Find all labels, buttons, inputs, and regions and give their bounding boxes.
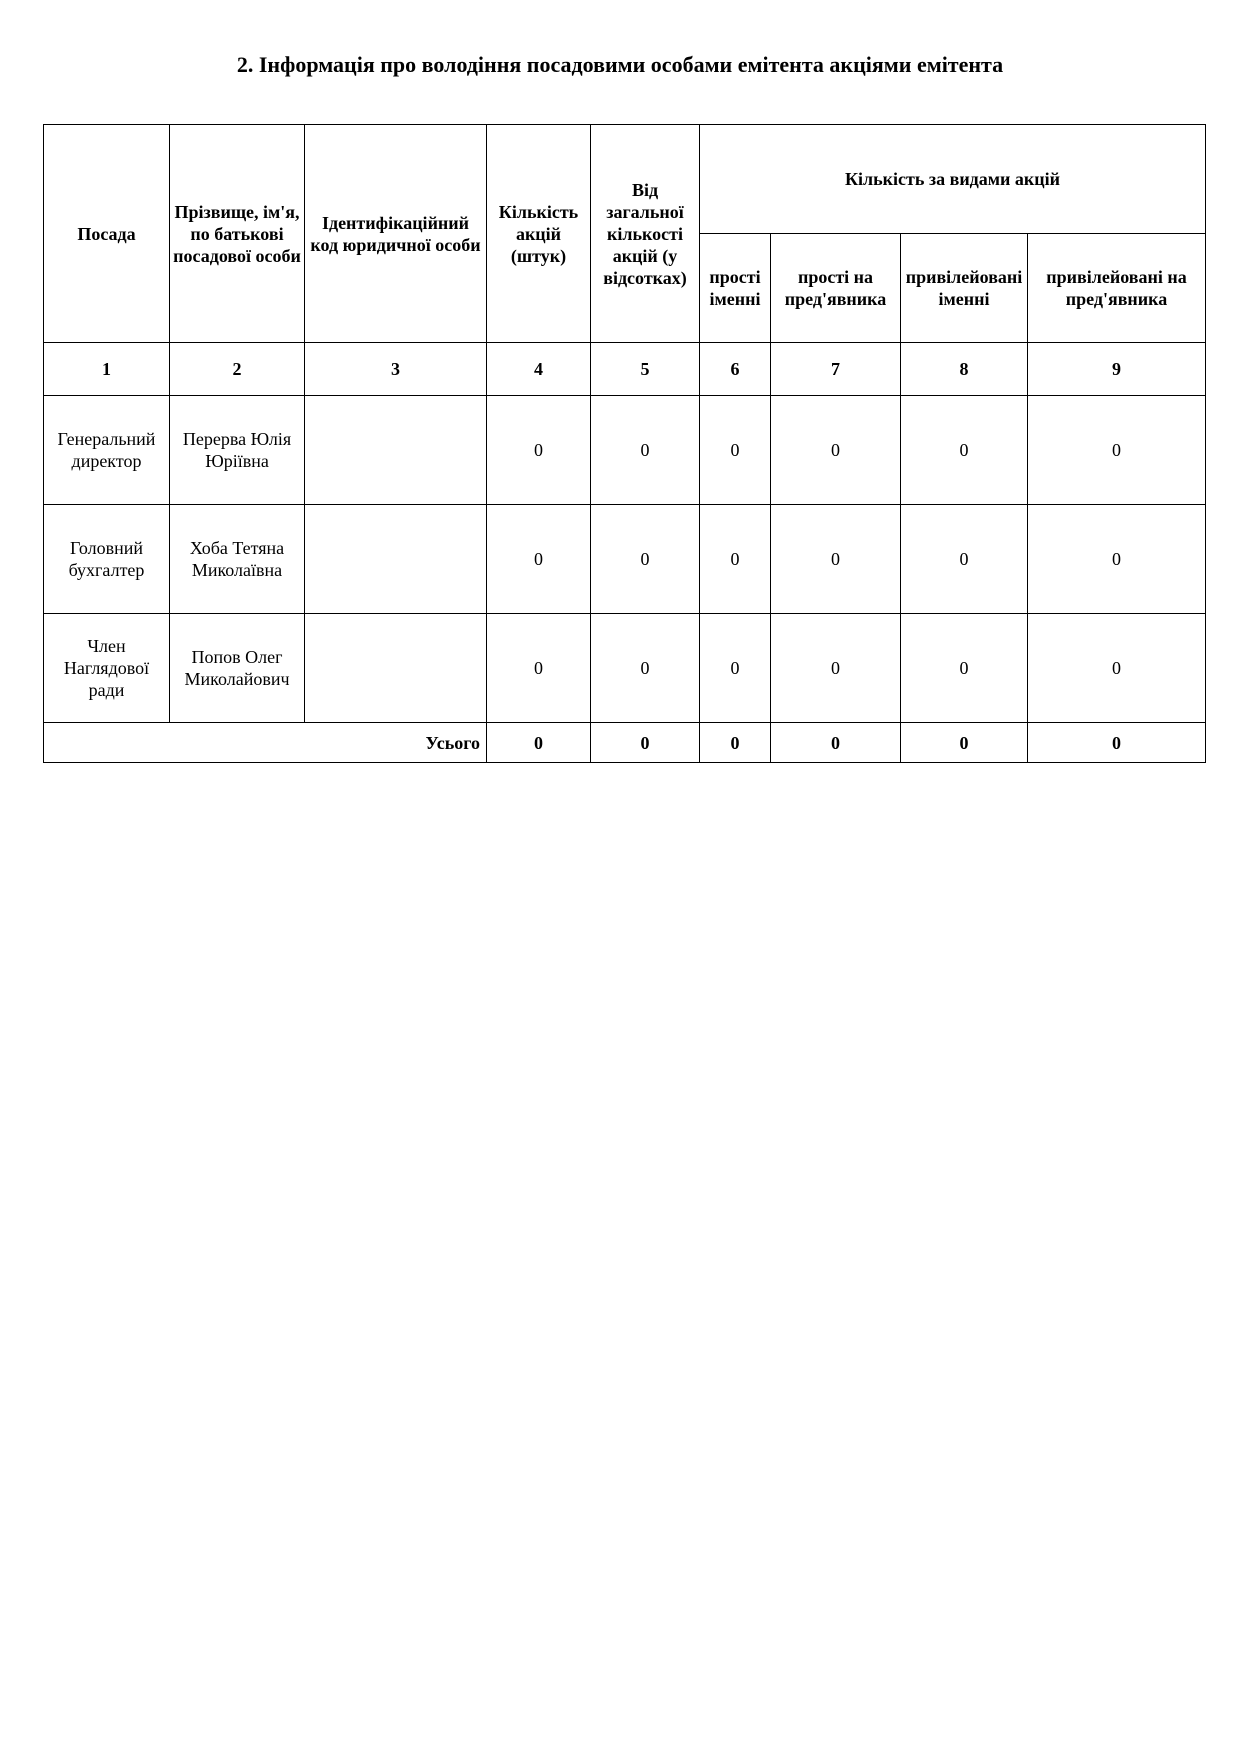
total-row [44, 723, 1206, 763]
cell-preferred-named: 0 [901, 614, 1028, 723]
column-number: 5 [591, 343, 700, 396]
cell-id-code [305, 614, 487, 723]
total-simple-bearer: 0 [771, 723, 901, 763]
total-preferred-named: 0 [901, 723, 1028, 763]
header-full-name: Прізвище, ім'я, по батькові посадової особи [170, 125, 305, 343]
column-number: 8 [901, 343, 1028, 396]
cell-name: Перерва Юлія Юріївна [170, 396, 305, 505]
cell-preferred-bearer: 0 [1028, 396, 1206, 505]
cell-simple-bearer: 0 [771, 396, 901, 505]
cell-preferred-bearer: 0 [1028, 505, 1206, 614]
total-label: Усього [44, 723, 487, 763]
header-preferred-named: привілейовані іменні [901, 234, 1028, 343]
table-row [44, 505, 1206, 614]
column-number: 6 [700, 343, 771, 396]
header-row [44, 125, 1206, 234]
cell-simple-named: 0 [700, 396, 771, 505]
cell-simple-named: 0 [700, 505, 771, 614]
total-simple-named: 0 [700, 723, 771, 763]
header-position: Посада [44, 125, 170, 343]
cell-id-code [305, 505, 487, 614]
table-row [44, 614, 1206, 723]
cell-shares-count: 0 [487, 396, 591, 505]
header-shares-count: Кількість акцій (штук) [487, 125, 591, 343]
header-by-type-group: Кількість за видами акцій [700, 125, 1206, 234]
cell-simple-bearer: 0 [771, 614, 901, 723]
total-shares-count: 0 [487, 723, 591, 763]
header-share-percent: Від загальної кількості акцій (у відсотках) [591, 125, 700, 343]
cell-id-code [305, 396, 487, 505]
cell-preferred-named: 0 [901, 505, 1028, 614]
cell-position: Головний бухгалтер [44, 505, 170, 614]
total-preferred-bearer: 0 [1028, 723, 1206, 763]
cell-position: Член Наглядової ради [44, 614, 170, 723]
header-simple-named: прості іменні [700, 234, 771, 343]
total-share-percent: 0 [591, 723, 700, 763]
cell-share-percent: 0 [591, 614, 700, 723]
cell-position: Генеральний директор [44, 396, 170, 505]
page-title: 2. Інформація про володіння посадовими особами емітента акціями емітента [236, 52, 1004, 77]
header-preferred-bearer: привілейовані на пред'явника [1028, 234, 1206, 343]
table-row [44, 396, 1206, 505]
officers-shares-table [43, 124, 1206, 763]
header-simple-bearer: прості на пред'явника [771, 234, 901, 343]
header-id-code: Ідентифікаційний код юридичної особи [305, 125, 487, 343]
cell-name: Хоба Тетяна Миколаївна [170, 505, 305, 614]
column-number: 7 [771, 343, 901, 396]
cell-name: Попов Олег Миколайович [170, 614, 305, 723]
column-number: 1 [44, 343, 170, 396]
column-number-row [44, 343, 1206, 396]
column-number: 2 [170, 343, 305, 396]
column-number: 4 [487, 343, 591, 396]
cell-shares-count: 0 [487, 614, 591, 723]
cell-simple-named: 0 [700, 614, 771, 723]
cell-preferred-bearer: 0 [1028, 614, 1206, 723]
cell-simple-bearer: 0 [771, 505, 901, 614]
cell-share-percent: 0 [591, 505, 700, 614]
cell-share-percent: 0 [591, 396, 700, 505]
column-number: 9 [1028, 343, 1206, 396]
cell-shares-count: 0 [487, 505, 591, 614]
cell-preferred-named: 0 [901, 396, 1028, 505]
column-number: 3 [305, 343, 487, 396]
